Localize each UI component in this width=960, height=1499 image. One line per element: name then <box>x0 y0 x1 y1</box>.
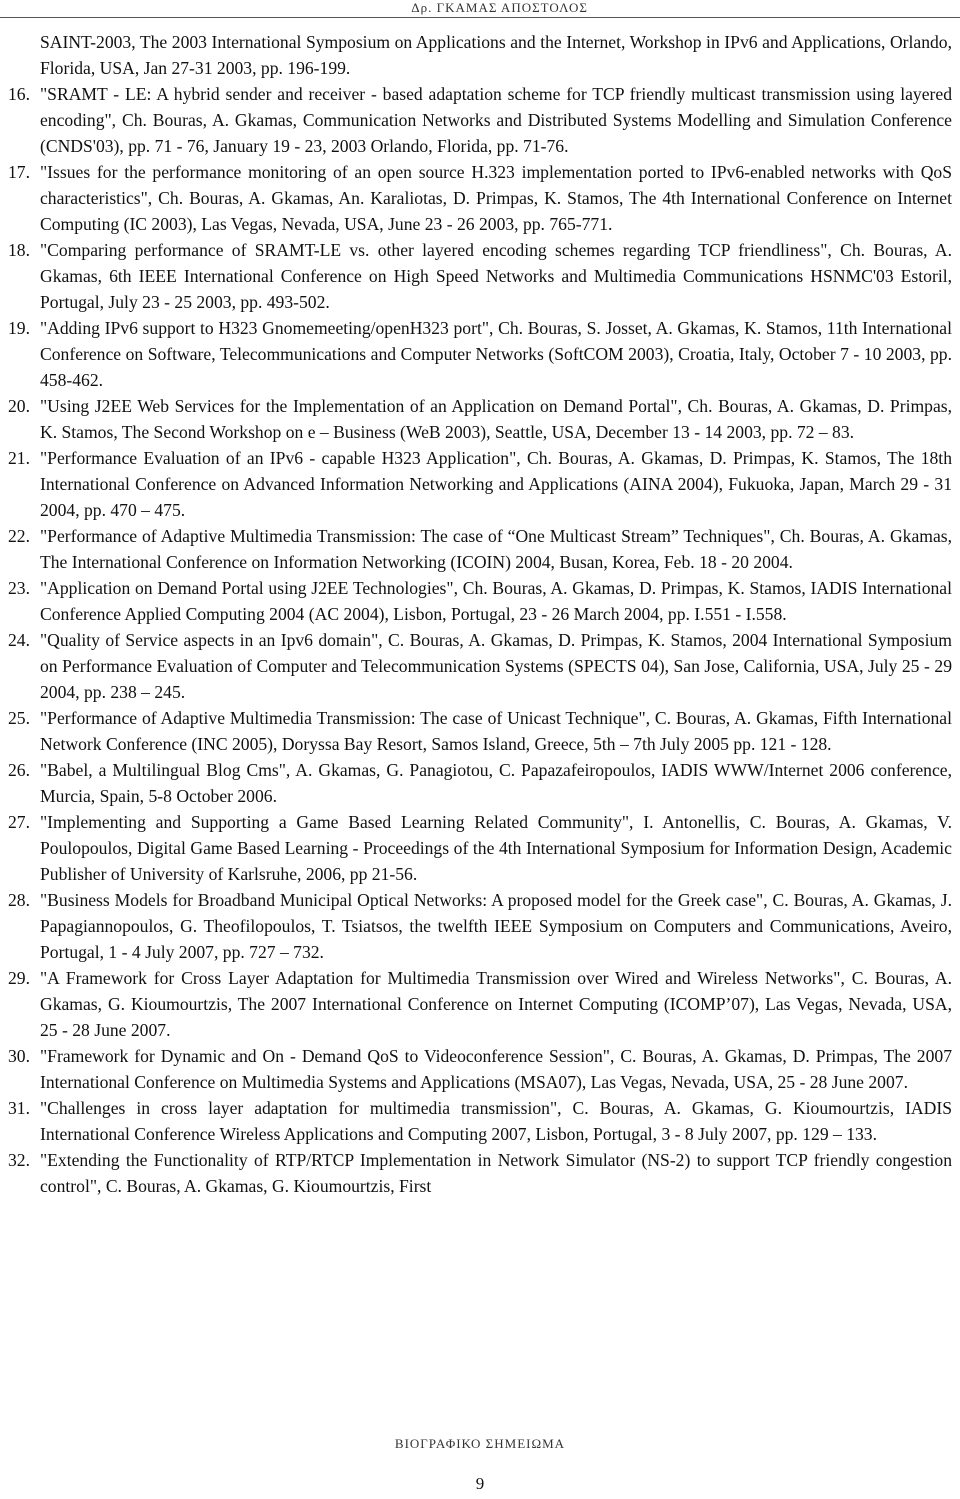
reference-text: "Challenges in cross layer adaptation for multimedia transmission", C. Bouras, A. Gkamas, G. Kioumourtzis, IADIS International Conference Wireless Applications and Computing 2007, Lisbon, Portugal, 3 - 8 July 2007, pp. 129 – 133. <box>40 1098 952 1144</box>
reference-item <box>8 315 952 393</box>
reference-number: 20. <box>8 396 30 416</box>
reference-number: 17. <box>8 162 30 182</box>
reference-item <box>8 29 952 81</box>
reference-number: 25. <box>8 708 30 728</box>
running-header: Δρ. ΓΚΑΜΑΣ ΑΠΟΣΤΟΛΟΣ <box>411 0 588 15</box>
reference-item <box>8 965 952 1043</box>
reference-number: 31. <box>8 1098 30 1118</box>
reference-number: 29. <box>8 968 30 988</box>
reference-text: "A Framework for Cross Layer Adaptation for Multimedia Transmission over Wired and Wireless Networks", C. Bouras, A. Gkamas, G. Kioumourtzis, The 2007 International Conference on Internet Computing (ICOMP’07), Las Vegas, Nevada, USA, 25 - 28 June 2007. <box>40 968 952 1040</box>
reference-item <box>8 757 952 809</box>
reference-list <box>8 29 952 1199</box>
footer-label: ΒΙΟΓΡΑΦΙΚΟ ΣΗΜΕΙΩΜΑ <box>394 1436 566 1451</box>
reference-item <box>8 159 952 237</box>
reference-text: "Adding IPv6 support to H323 Gnomemeeting/openH323 port", Ch. Bouras, S. Josset, A. Gkamas, K. Stamos, 11th International Conference on Software, Telecommunications and Computer Networks (SoftCOM 2003), Croatia, Italy, October 7 - 10 2003, pp. 458-462. <box>40 318 952 390</box>
reference-text: "Extending the Functionality of RTP/RTCP Implementation in Network Simulator (NS-2) to support TCP friendly congestion control", C. Bouras, A. Gkamas, G. Kioumourtzis, First <box>40 1150 952 1196</box>
reference-number: 16. <box>8 84 30 104</box>
header-rule <box>0 17 960 18</box>
reference-number: 22. <box>8 526 30 546</box>
reference-text: "Business Models for Broadband Municipal Optical Networks: A proposed model for the Greek case", C. Bouras, A. Gkamas, J. Papagiannopoulos, G. Theofilopoulos, T. Tsiatsos, the twelfth IEEE Symposium on Computers and Communications, Aveiro, Portugal, 1 - 4 July 2007, pp. 727 – 732. <box>40 890 952 962</box>
reference-number: 18. <box>8 240 30 260</box>
reference-text: "Quality of Service aspects in an Ipv6 domain", C. Bouras, A. Gkamas, D. Primpas, K. Stamos, 2004 International Symposium on Performance Evaluation of Computer and Telecommunication Systems (SPECTS 04), San Jose, California, USA, July 25 - 29 2004, pp. 238 – 245. <box>40 630 952 702</box>
reference-text: "Performance of Adaptive Multimedia Transmission: The case of “One Multicast Stream” Techniques", Ch. Bouras, A. Gkamas, The International Conference on Information Networking (ICOIN) 2004, Busan, Korea, Feb. 18 - 20 2004. <box>40 526 952 572</box>
reference-number: 28. <box>8 890 30 910</box>
reference-text: "Application on Demand Portal using J2EE Technologies", Ch. Bouras, A. Gkamas, D. Primpas, K. Stamos, IADIS International Conference Applied Computing 2004 (AC 2004), Lisbon, Portugal, 23 - 26 March 2004, pp. I.551 - I.558. <box>40 578 952 624</box>
reference-item <box>8 523 952 575</box>
page-number: 9 <box>475 1474 485 1493</box>
reference-text: "Comparing performance of SRAMT-LE vs. other layered encoding schemes regarding TCP friendliness", Ch. Bouras, A. Gkamas, 6th IEEE International Conference on High Speed Networks and Multimedia Communications HSNMC'03 Estoril, Portugal, July 23 - 25 2003, pp. 493-502. <box>40 240 952 312</box>
reference-text: SAINT-2003, The 2003 International Symposium on Applications and the Internet, Workshop in IPv6 and Applications, Orlando, Florida, USA, Jan 27-31 2003, pp. 196-199. <box>40 32 952 78</box>
reference-number: 32. <box>8 1150 30 1170</box>
reference-item <box>8 1095 952 1147</box>
reference-item <box>8 627 952 705</box>
reference-item <box>8 887 952 965</box>
reference-number: 23. <box>8 578 30 598</box>
reference-item <box>8 237 952 315</box>
reference-item <box>8 809 952 887</box>
reference-item <box>8 1147 952 1199</box>
reference-number: 21. <box>8 448 30 468</box>
reference-item <box>8 445 952 523</box>
reference-item <box>8 393 952 445</box>
reference-item <box>8 1043 952 1095</box>
reference-number: 24. <box>8 630 30 650</box>
reference-text: "Performance of Adaptive Multimedia Transmission: The case of Unicast Technique", C. Bouras, A. Gkamas, Fifth International Network Conference (INC 2005), Doryssa Bay Resort, Samos Island, Greece, 5th – 7th July 2005 pp. 121 - 128. <box>40 708 952 754</box>
reference-item <box>8 575 952 627</box>
reference-text: "SRAMT - LE: A hybrid sender and receiver - based adaptation scheme for TCP friendly multicast transmission using layered encoding", Ch. Bouras, A. Gkamas, Communication Networks and Distributed Systems Modelling and Simulation Conference (CNDS'03), pp. 71 - 76, January 19 - 23, 2003 Orlando, Florida, pp. 71-76. <box>40 84 952 156</box>
reference-text: "Issues for the performance monitoring of an open source H.323 implementation ported to IPv6-enabled networks with QoS characteristics", Ch. Bouras, A. Gkamas, An. Karaliotas, D. Primpas, K. Stamos, The 4th International Conference on Internet Computing (IC 2003), Las Vegas, Nevada, USA, June 23 - 26 2003, pp. 765-771. <box>40 162 952 234</box>
reference-number: 26. <box>8 760 30 780</box>
reference-text: "Babel, a Multilingual Blog Cms", A. Gkamas, G. Panagiotou, C. Papazafeiropoulos, IADIS WWW/Internet 2006 conference, Murcia, Spain, 5-8 October 2006. <box>40 760 952 806</box>
reference-text: "Using J2EE Web Services for the Implementation of an Application on Demand Portal", Ch. Bouras, A. Gkamas, D. Primpas, K. Stamos, The Second Workshop on e – Business (WeB 2003), Seattle, USA, December 13 - 14 2003, pp. 72 – 83. <box>40 396 952 442</box>
reference-number: 27. <box>8 812 30 832</box>
reference-number: 30. <box>8 1046 30 1066</box>
reference-text: "Performance Evaluation of an IPv6 - capable H323 Application", Ch. Bouras, A. Gkamas, D. Primpas, K. Stamos, The 18th International Conference on Advanced Information Networking and Applications (AINA 2004), Fukuoka, Japan, March 29 - 31 2004, pp. 470 – 475. <box>40 448 952 520</box>
reference-text: "Framework for Dynamic and On - Demand QoS to Videoconference Session", C. Bouras, A. Gkamas, D. Primpas, The 2007 International Conference on Multimedia Systems and Applications (MSA07), Las Vegas, Nevada, USA, 25 - 28 June 2007. <box>40 1046 952 1092</box>
reference-text: "Implementing and Supporting a Game Based Learning Related Community", I. Antonellis, C. Bouras, A. Gkamas, V. Poulopoulos, Digital Game Based Learning - Proceedings of the 4th International Symposium for Information Design, Academic Publisher of University of Karlsruhe, 2006, pp 21-56. <box>40 812 952 884</box>
reference-item <box>8 705 952 757</box>
reference-number: 19. <box>8 318 30 338</box>
reference-item <box>8 81 952 159</box>
